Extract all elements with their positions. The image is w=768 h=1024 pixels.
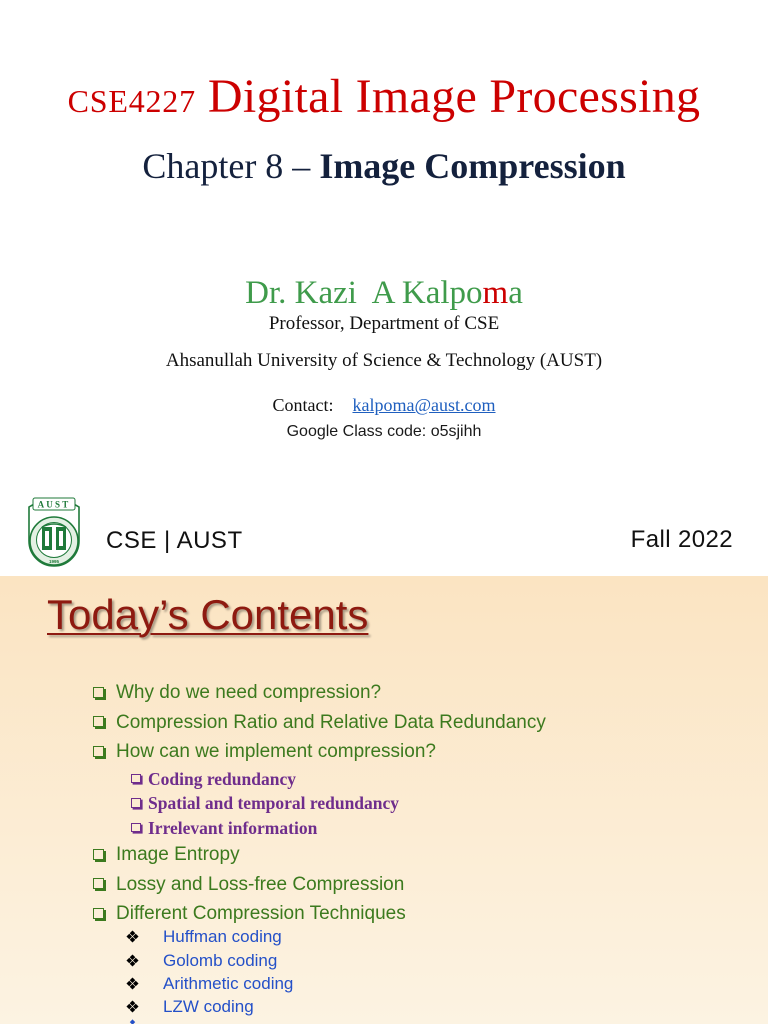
chapter-title: Image Compression xyxy=(319,146,626,186)
contents-heading: Today’s Contents xyxy=(47,591,369,638)
logo-year-text: 1995 xyxy=(48,559,60,564)
subtopic-item xyxy=(0,791,768,816)
technique-label: LZW coding xyxy=(163,997,254,1017)
course-name: Digital Image Processing xyxy=(207,70,701,123)
topic-item xyxy=(0,678,768,708)
subtopic-item xyxy=(0,816,768,841)
class-code: Google Class code: o5sjihh xyxy=(286,423,482,440)
footer-left-label: CSE | AUST xyxy=(106,527,243,554)
checkbox-bullet-icon xyxy=(131,798,141,808)
topic-label: Image Entropy xyxy=(116,844,240,866)
checkbox-bullet-icon xyxy=(131,823,141,833)
contact-email-link[interactable]: kalpoma@aust.com xyxy=(352,395,496,415)
footer-right-label: Fall 2022 xyxy=(630,526,733,553)
chapter-label: Chapter 8 – xyxy=(142,146,320,186)
technique-item xyxy=(0,925,768,948)
chapter-line xyxy=(0,144,768,188)
checkbox-bullet-icon xyxy=(93,849,104,860)
topic-item xyxy=(0,708,768,738)
checkbox-bullet-icon xyxy=(93,878,104,889)
checkbox-bullet-icon xyxy=(93,716,104,727)
checkbox-bullet-icon xyxy=(93,687,104,698)
course-code: CSE4227 xyxy=(67,83,196,119)
topic-label: Lossy and Loss-free Compression xyxy=(116,873,405,895)
topic-label: Why do we need compression? xyxy=(116,682,382,704)
checkbox-bullet-icon xyxy=(131,774,141,784)
university-name: Ahsanullah University of Science & Technology (AUST) xyxy=(165,350,603,371)
author-name-accent: m xyxy=(482,275,509,311)
technique-item xyxy=(0,949,768,972)
author-name-start: Dr. Kazi A Kalpo xyxy=(245,275,483,311)
topic-list xyxy=(0,678,768,1018)
topic-item xyxy=(0,737,768,767)
technique-label: Arithmetic coding xyxy=(163,973,294,993)
author-name xyxy=(0,273,768,313)
subtopic-list xyxy=(0,767,768,841)
topic-item xyxy=(0,840,768,870)
contents-slide xyxy=(0,576,768,1024)
checkbox-bullet-icon xyxy=(93,746,104,757)
contact-line xyxy=(0,393,768,417)
technique-label: Huffman coding xyxy=(163,927,282,947)
technique-item xyxy=(0,995,768,1018)
subtopic-label: Spatial and temporal redundancy xyxy=(148,793,400,814)
diamond-bullet-icon xyxy=(126,977,139,990)
topic-item xyxy=(0,870,768,900)
topic-label: How can we implement compression? xyxy=(116,741,436,763)
technique-item xyxy=(0,972,768,995)
course-title-line xyxy=(0,69,768,125)
logo-name-text: AUST xyxy=(37,499,71,510)
diamond-bullet-icon xyxy=(126,930,139,943)
diamond-bullet-icon xyxy=(126,954,139,967)
contact-label: Contact: xyxy=(272,395,334,415)
diamond-bullet-icon xyxy=(126,1019,139,1024)
subtopic-item xyxy=(0,767,768,792)
subtopic-label: Coding redundancy xyxy=(148,768,296,789)
logo-seal-inner xyxy=(37,523,72,558)
technique-label: Golomb coding xyxy=(163,950,278,970)
subtopic-label: Irrelevant information xyxy=(148,817,318,838)
topic-item xyxy=(0,899,768,929)
aust-logo xyxy=(25,493,83,569)
technique-list xyxy=(0,925,768,1018)
topic-label: Compression Ratio and Relative Data Redundancy xyxy=(116,711,546,733)
diamond-bullet-icon xyxy=(126,1000,139,1013)
author-position: Professor, Department of CSE xyxy=(268,313,500,334)
checkbox-bullet-icon xyxy=(93,908,104,919)
author-name-end: a xyxy=(508,275,523,311)
topic-label: Different Compression Techniques xyxy=(116,903,406,925)
